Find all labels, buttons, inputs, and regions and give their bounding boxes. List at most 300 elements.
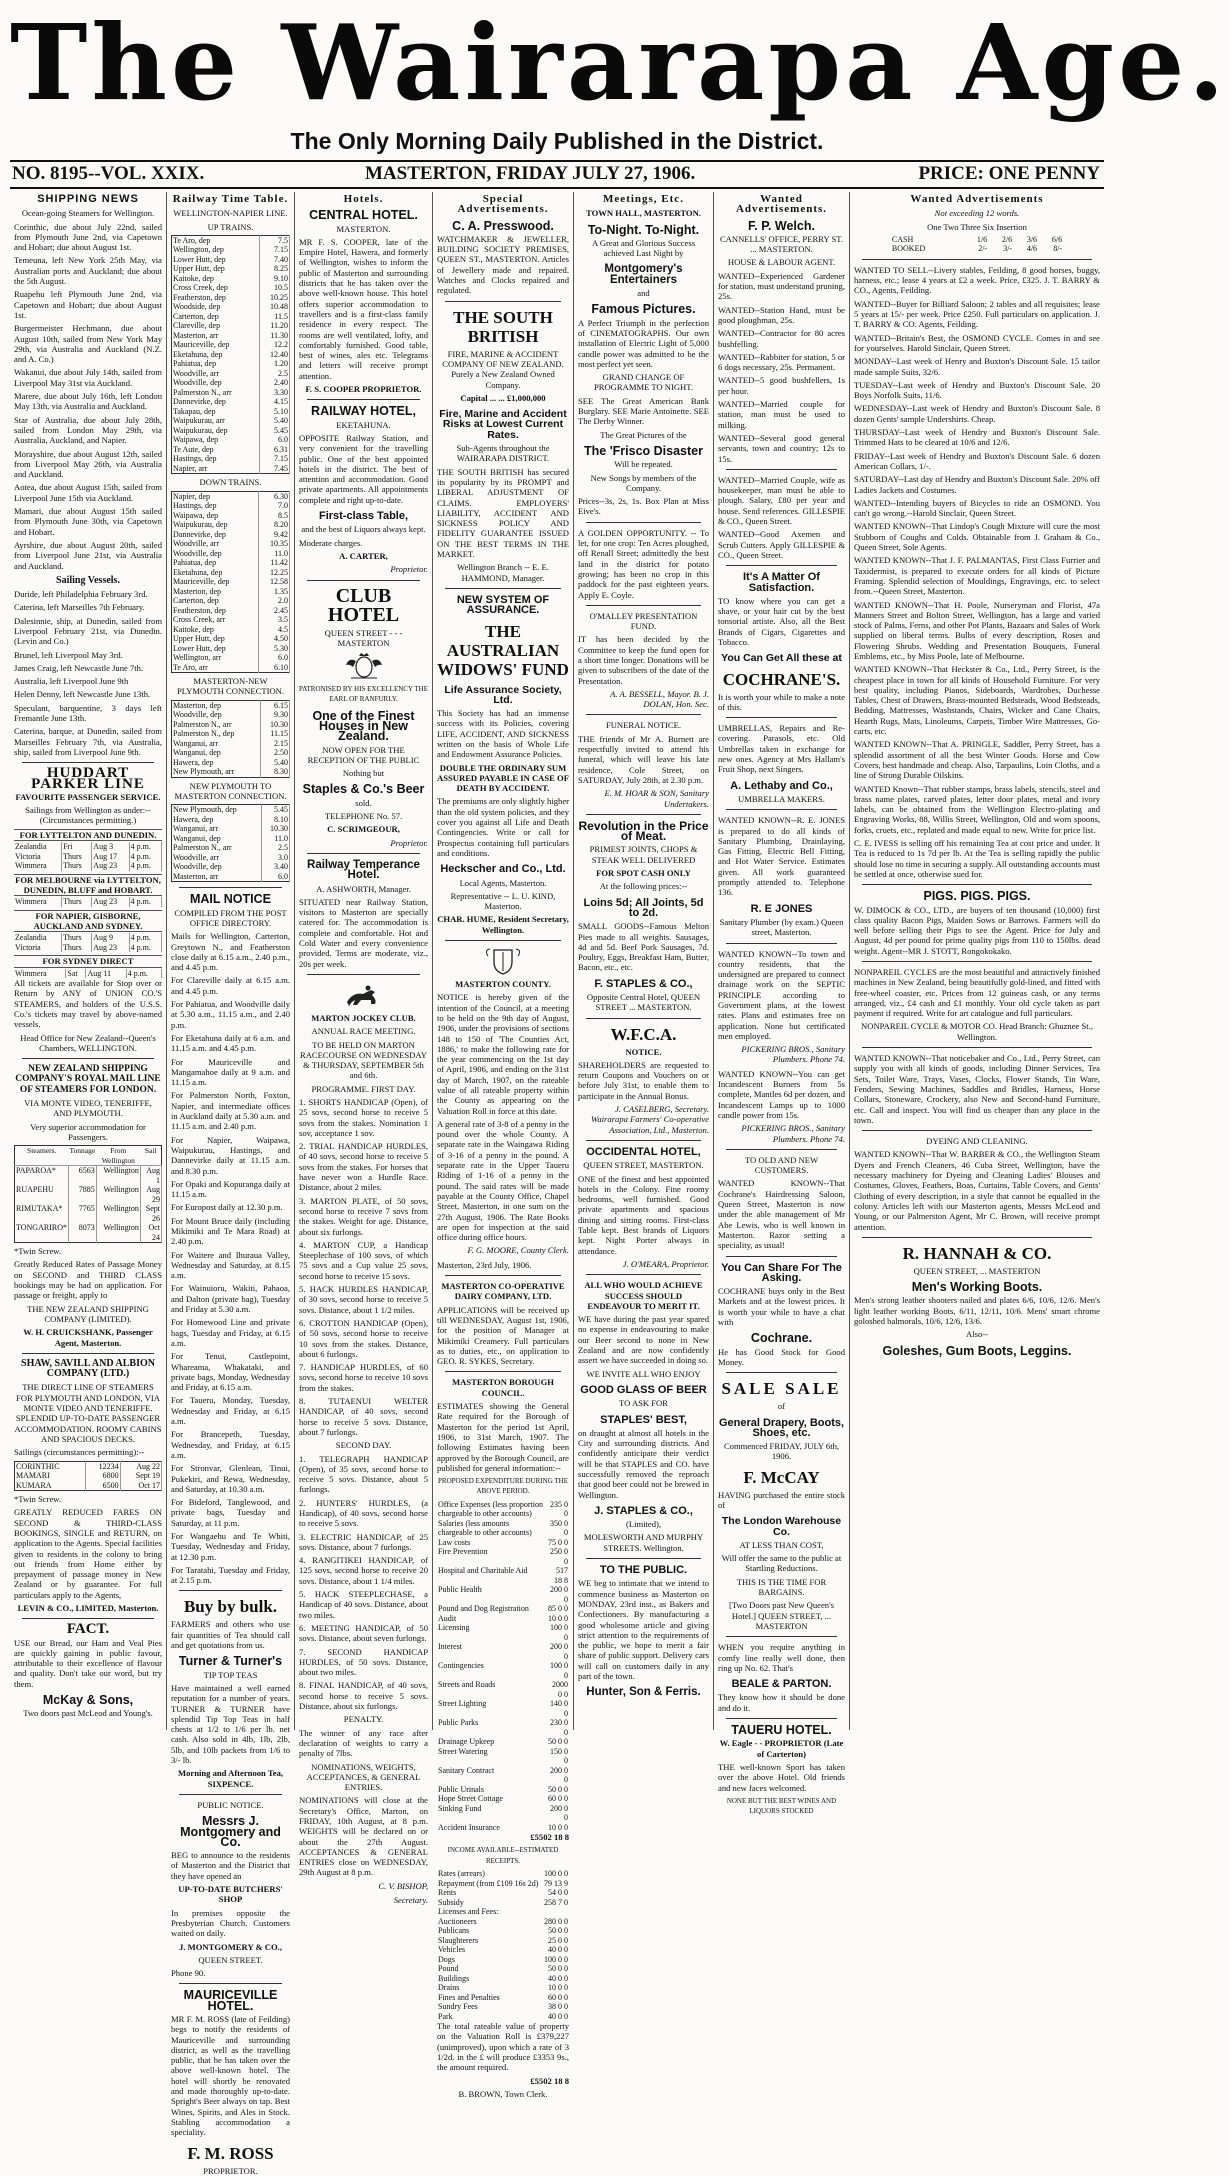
npm-row-cell: Wanganui, arr — [172, 739, 261, 749]
expend-row — [437, 1585, 569, 1604]
up-row-cell: Waipukurau, arr — [172, 416, 260, 426]
up-row-cell: 1.20 — [260, 359, 290, 369]
up-row — [172, 388, 290, 398]
see-list: SEE The Great American Bank Burglary. SEE Marie Antoinette. SEE The Derby Winner. — [578, 395, 709, 427]
npm-row-cell: 11.15 — [260, 729, 289, 739]
wanted-ad: THURSDAY--Last week of Hendry and Buxton's Discount Sale. Trimmed Hats to be cleared at 10/6 and 12/6. — [854, 427, 1100, 448]
down-row-cell: Lower Hutt, dep — [172, 644, 259, 654]
up-row-cell: Hastings, dep — [172, 454, 260, 464]
up-row-cell: 10.48 — [260, 302, 290, 312]
divider — [862, 884, 1092, 885]
shaw-note: Sailings (circumstances permitting):-- — [14, 1447, 145, 1458]
bulk-text: FARMERS and others who use fair quantities of Tea should call and get quotations from us. — [171, 1619, 290, 1651]
race-item: 8. TUTAENUI WELTER HANDICAP, of 40 sovs, second horse to receive 5 sovs. Distance, about 7 furlongs. — [299, 1396, 428, 1437]
up-row-cell: Waipukurau, dep — [172, 426, 260, 436]
lethaby: A. Lethaby and Co., — [730, 779, 833, 792]
income-row — [437, 2002, 569, 2012]
sailing-item: Caterina, barque, at Dunedin, sailed from Marseilles February 7th, via Australia, ship, sailed from Liverpool June 9th. — [14, 726, 162, 757]
up-row-cell: 6.0 — [260, 435, 290, 445]
sold: sold. — [355, 797, 372, 808]
npm2-row-cell: 5.45 — [261, 805, 289, 815]
income-heading: INCOME AVAILABLE--ESTIMATED RECEIPTS. — [447, 1846, 559, 1865]
divider — [445, 1275, 561, 1276]
south-sub: FIRE, MARINE & ACCIDENT COMPANY OF NEW ZEALAND. Purely a New Zealand Owned Company. — [442, 348, 564, 390]
up-row-cell: Eketahuna, dep — [172, 350, 260, 360]
divider — [307, 580, 420, 581]
mail-item: For Napier, Waipawa, Waipukurau, Hastings, and Dannevirke daily at 11.15 a.m. and 8.30 p.m. — [171, 1134, 290, 1176]
expend-row-cell: Public Health — [438, 1585, 482, 1595]
molesworth: MOLESWORTH AND MURPHY STREETS. Wellington. — [583, 1532, 704, 1553]
jones-text: WANTED KNOWN--R. E. JONES is prepared to do all kinds of Sanitary Plumbing, Drainlaying, Gas Fitting, Electric Bell Fitting, and Hot Water Service. Estimates given. All work guaranteed promptly attended to. Telephone 136. — [718, 815, 845, 898]
divider — [586, 605, 701, 606]
income-text: The total rateable value of property on the Valuation Roll is £379,227 (unimproved), upon which a rate of 3 1/2d. in the £ will produce £3353 9s., the amount required. — [437, 2021, 569, 2073]
nzship-row-cell: Wellington — [96, 1204, 140, 1223]
up-row — [172, 302, 290, 312]
wfca-notice: NOTICE. — [625, 1046, 662, 1057]
up-row-cell: 5.10 — [260, 407, 290, 417]
race-item: 3. MARTON PLATE, of 50 sovs, second horse to receive 7 sovs from the stakes. Weight for age. Distance, about six furlongs. — [299, 1195, 428, 1237]
up-row — [172, 445, 290, 455]
frisco-sub: Will be repeated. — [614, 459, 673, 470]
share: You Can Share For The Asking. — [721, 1261, 842, 1284]
sailing-item: Caterina, left Marseilles 7th February. — [14, 602, 145, 613]
royal-crest-icon — [341, 651, 387, 681]
expend-row-cell: Public Parks — [438, 1718, 479, 1728]
npm-row — [172, 729, 290, 739]
moore-date: Masterton, 23rd July, 1906. — [437, 1259, 532, 1270]
sailing-item: Brunel, left Liverpool May 3rd. — [14, 649, 123, 660]
at-following: At the following prices:-- — [599, 881, 688, 892]
route-cell: Sat — [66, 969, 86, 979]
down-row-cell: 6.10 — [259, 663, 290, 673]
down-row-cell: Kaitoke, dep — [172, 625, 259, 635]
route-row — [14, 861, 162, 871]
australian-widows-fund: THE AUSTRALIAN WIDOWS' FUND — [437, 621, 569, 679]
npm-row-cell: 2.15 — [260, 739, 289, 749]
income-row-cell: Rates (arrears) — [438, 1869, 485, 1879]
route-table — [14, 933, 162, 952]
limited: (Limited), — [625, 1519, 662, 1530]
f-staples: F. STAPLES & CO., — [594, 977, 693, 990]
expend-row-cell: Streets and Roads — [438, 1680, 496, 1690]
representative: Representative -- L. U. KIND, Masterton. — [450, 890, 556, 912]
up-row-cell: 12.40 — [260, 350, 290, 360]
down-row-cell: 4.5 — [259, 625, 290, 635]
expend-row-cell: 60 0 0 — [548, 1794, 568, 1804]
income-row-cell: 40 0 0 — [548, 1973, 568, 1983]
route-cell: Aug 17 — [92, 852, 129, 862]
mens-text: Men's strong leather shooters nailed and plates 6/6, 10/6, 12/6. Men's light leather working Boots, 6/11, 12/11, 10/6. Mens' smart chrome goloshed balmorals, 10/6, 12/6, 13/6. — [854, 1295, 1100, 1327]
wanted-item: WANTED--5 good bushfellers, 1s per hour. — [718, 375, 845, 396]
nzship-row-cell: Wellington — [96, 1185, 140, 1204]
life-text: This Society has had an immense success with its Policies, covering LIFE, ACCIDENT, AND SICKNESS written on the basis of Whole Life and Endowment Assurance Policies. — [437, 708, 569, 760]
income-row — [437, 1983, 569, 1993]
montgomerys-entertainers: Montgomery's Entertainers — [604, 263, 683, 286]
npm-row-cell: Masterton, dep — [172, 700, 261, 710]
income-row — [437, 1879, 569, 1889]
divider — [726, 1372, 837, 1373]
divider — [726, 1718, 837, 1719]
up-row-cell: 6.31 — [260, 445, 290, 455]
expend-row — [437, 1804, 569, 1823]
mail-item: For Palmerston North, Foxton, Napier, and intermediate offices in Auckland daily at 5.30 a.m. and 11.15 a.m. and 2.40 p.m. — [171, 1090, 290, 1132]
route-cell: Aug 23 — [92, 897, 129, 907]
huddart-footer: All tickets are available for Stop over or Return by ANY of UNION CO.'S STEAMERS, and holders of the U.S.S. Co.'s tickets may travel by above-named vessels. — [14, 978, 162, 1030]
jones: R. E JONES — [750, 902, 813, 915]
income-row-cell: Subsidy — [438, 1897, 464, 1907]
section-heading: Wanted Advertisements. — [735, 193, 828, 216]
route-cell: Victoria — [14, 943, 61, 953]
up-row — [172, 464, 290, 474]
expend-row — [437, 1604, 569, 1614]
divider — [862, 1130, 1092, 1131]
route-row — [14, 852, 162, 862]
expend-row-cell: 235 0 0 — [550, 1499, 568, 1519]
route-row — [14, 969, 162, 979]
programme: PROGRAMME. FIRST DAY. — [311, 1083, 416, 1094]
share-text: COCHRANE buys only in the Best Markets and at the lowest prices. It is worth your while to have a chat with — [718, 1286, 845, 1328]
shaw-agent: LEVIN & CO., LIMITED, Masterton. — [17, 1602, 159, 1613]
up-row-cell: 5.45 — [260, 426, 290, 436]
up-row-cell: 10.25 — [260, 293, 290, 303]
new-songs: New Songs by members of the Company. — [590, 472, 697, 493]
nzship-table — [14, 1145, 162, 1243]
up-row — [172, 416, 290, 426]
down-row-cell: Woodville, arr — [172, 539, 259, 549]
income-row-cell: Publicans — [438, 1926, 470, 1936]
divider — [307, 399, 420, 400]
mail-item: For Wangaehu and Te Whiti, Tuesday, Wednesday and Friday, at 12.30 p.m. — [171, 1531, 290, 1562]
up-row — [172, 245, 290, 255]
expend-row — [437, 1538, 569, 1548]
bulk-title: Buy by bulk. — [183, 1597, 278, 1617]
rate-row-cell: BOOKED — [891, 244, 926, 254]
race-item: 1. SHORTS HANDICAP (Open), of 25 sovs, second horse to receive 5 sovs from the stakes. Nomination 1 sov, acceptance 1 sov. — [299, 1097, 428, 1138]
income-row-cell: Park — [438, 2011, 453, 2021]
funeral-sig: E. M. HOAR & SON, Sanitary Undertakers. — [604, 788, 709, 809]
divider — [586, 1274, 701, 1275]
taueru: TAUERU HOTEL. — [731, 1723, 832, 1738]
up-row — [172, 340, 290, 350]
divider — [586, 522, 701, 523]
first-class: First-class Table, — [318, 510, 409, 523]
route-destination: FOR LYTTELTON AND DUNEDIN. — [14, 829, 162, 841]
up-row — [172, 454, 290, 464]
npm-row-cell: 2.50 — [260, 748, 289, 758]
shaw-text: THE DIRECT LINE OF STEAMERS FOR PLYMOUTH AND LONDON, VIA MONTE VIDEO AND TENERIFFE. SPLENDID UP-TO-DATE PASSENGER ACCOMMODATION. ROOMY CABINS AND SPACIOUS DECKS. — [14, 1382, 162, 1444]
race-item: 6. CROTTON HANDICAP (Open), of 50 sovs, second horse to receive 10 sovs from the stakes. Distance, about 6 furlongs. — [299, 1317, 428, 1359]
expend-row-cell: 350 0 0 — [550, 1518, 568, 1538]
mail-item: For Mauriceville and Mangamahoe daily at 9 a.m. and 11.15 a.m. — [171, 1056, 290, 1088]
npm-row — [172, 700, 290, 710]
carter: A. CARTER, — [339, 550, 388, 561]
down-row-cell: Mauriceville, dep — [172, 577, 259, 587]
occidental-text: ONE of the finest and best appointed hotels in the Colony. Fine roomy bedrooms, well furnished. Good private apartments and spacious dining and sitting rooms. First-class Table kept. Best brands of Liquors kept. Night Porter always in attendance. — [578, 1173, 709, 1256]
rate-row-cell: 8/- — [1053, 244, 1063, 254]
rate-row-cell: 3/- — [1003, 244, 1013, 254]
income-row — [437, 1869, 569, 1879]
montgomery-title: Messrs J. Montgomery and Co. — [180, 1814, 281, 1849]
expend-row-cell: Audit — [438, 1613, 457, 1623]
newspaper-subtitle: The Only Morning Daily Published in the District. — [290, 128, 824, 154]
rate-row-cell: 6/6 — [1051, 234, 1063, 244]
less-than-cost: AT LESS THAN COST, — [739, 1539, 824, 1550]
income-row — [437, 1974, 569, 1984]
spot-cash: FOR SPOT CASH ONLY — [596, 868, 691, 879]
huddart-note: Sailings from Wellington as under:-- (Circumstances permitting.) — [25, 805, 151, 826]
up-row-cell: 7.5 — [260, 235, 290, 245]
nzship-row-cell: 7765 — [68, 1204, 96, 1223]
nzship-row-cell: 8073 — [68, 1223, 96, 1243]
income-row — [437, 2012, 569, 2022]
butchers: UP-TO-DATE BUTCHERS' SHOP — [178, 1884, 283, 1905]
issue-number: NO. 8195--VOL. XXIX. — [12, 163, 205, 184]
masthead — [0, 0, 1229, 190]
up-row-cell: Woodville, arr — [172, 369, 260, 379]
section-heading: Hotels. — [343, 193, 384, 205]
up-row-cell: 2.5 — [260, 369, 290, 379]
up-row-cell: 9.10 — [260, 274, 290, 284]
pickering-text: WANTED KNOWN--To town and country residents, that the undersigned are prepared to connect drainage work on the SEPTIC PRINCIPLE according to Government plans, at the lowest rates. Plans and estimates free on application. None but certificated men employed. — [718, 948, 845, 1041]
race-item: 8. FINAL HANDICAP, of 40 sovs, second horse to receive 5 sovs. Distance, about six furlongs. — [299, 1680, 428, 1712]
rate-row — [891, 244, 1063, 254]
route-cell: Zealandia — [14, 842, 62, 852]
npm2-row — [172, 805, 290, 815]
up-row-cell: Upper Hutt, dep — [172, 264, 260, 274]
mail-item: For Eketahuna daily at 6 a.m. and 11.15 a.m. and 4.45 p.m. — [171, 1032, 290, 1054]
omalley-title: O'MALLEY PRESENTATION FUND. — [589, 610, 698, 632]
route-cell: Aug 11 — [86, 969, 126, 979]
route-cell: Thurs — [62, 897, 92, 907]
staples-beer: Staples & Co.'s Beer — [302, 782, 425, 797]
primest: PRIMEST JOINTS, CHOPS & STEAK WELL DELIVERED — [589, 844, 698, 865]
down-row — [172, 615, 290, 625]
newspaper-title: The Wairarapa Age. — [10, 1, 1229, 124]
route-table — [14, 969, 162, 979]
cooper: F. S. COOPER PROPRIETOR. — [305, 384, 422, 395]
morning-tea: Morning and Afternoon Tea, SIXPENCE. — [177, 1768, 284, 1789]
mail-list — [171, 931, 290, 1585]
income-row-cell: 10 0 0 — [548, 1983, 568, 1993]
married: WANTED--Married Couple, wife as housekeeper, man must be able to plough. Salary, £80 per year and house. Send references. GILLESPIE & CO., Queen Street. — [718, 474, 845, 527]
telephone: TELEPHONE No. 57. — [324, 811, 403, 822]
wanted-ad: WEDNESDAY--Last week of Hendry and Buxton's Discount Sale. 8 dozen Gents' sample Undershirts. Cheap. — [854, 403, 1100, 424]
expend-row-cell: 200 0 0 — [550, 1585, 568, 1604]
down-row-cell: 8.20 — [259, 520, 290, 530]
wfca-text: SHAREHOLDERS are requested to return Coupons and Vouchers on or before July 31st, to enable them to participate in the Annual Bonus. — [578, 1059, 709, 1101]
shaw-footer: GREATLY REDUCED FARES ON SECOND & THIRD-CLASS BOOKINGS, SINGLE and RETURN, on application to the Agents. Special facilities given to residents in the colony to bring out friends from Home either by prepayment of passage money in New Zealand or by guarantee. For full particulars apply to the Agents, — [14, 1507, 162, 1600]
fact-addr: Two doors past McLeod and Young's. — [23, 1708, 153, 1719]
mccay-text: HAVING purchased the entire stock of — [718, 1489, 845, 1510]
down-row-cell: Cross Creek, arr — [172, 615, 259, 625]
expend-row-cell: Fire Prevention — [438, 1547, 488, 1557]
shipping-item: Star of Australia, due about July 28th, sailed from London May 29th, via Australia, Auckland, and Napier. — [14, 414, 162, 446]
comfy: WHEN you require anything in comfy line really well done, then ring up No. 62. That's — [718, 1642, 845, 1673]
smallgoods: SMALL GOODS--Famous Melton Pies made to all weights. Sausages, 4d and 5d. Beef Pork Sausages, 7d. Poultry, Eggs, Breakfast Ham, Butter, Bacon, etc., etc. — [578, 921, 709, 973]
capital: Capital ... ... £1,000,000 — [460, 392, 546, 403]
npm2-row-cell: Wanganui, dep — [172, 834, 262, 844]
expend-row-cell: 50 0 0 — [548, 1737, 568, 1747]
column-wanted-small — [850, 192, 1104, 1730]
down-row-cell: Wellington, arr — [172, 653, 259, 663]
nzship-row-cell: Wellington — [96, 1223, 140, 1243]
county-text2: A general rate of 3-8 of a penny in the pound over the whole County. A separate rate in the Waingawa Riding of 3-16 of a penny in the pound. A separate rate in the Upper Taueru Riding of 1-16 of a penny in the pound. The said rates will be made payable at the County Office, Chapel Street, Masterton, in one sum on the 27th August, 1906. The Rate Books are open for inspection at the said office during office hours. — [437, 1118, 569, 1243]
funeral-title: FUNERAL NOTICE. — [605, 720, 682, 731]
wanted-ad: WANTED--Britain's Best, the OSMOND CYCLE. Comes in and see for yourselves. Harold Sinclair, Queen Street. — [854, 332, 1100, 353]
ashworth: A. ASHWORTH, Manager. — [316, 883, 411, 894]
double-sum: DOUBLE THE ORDINARY SUM ASSURED PAYABLE IN CASE OF DEATH BY ACCIDENT. — [437, 762, 569, 794]
wanted-ad: WANTED KNOWN--That Heckster & Co., Ltd., Perry Street, is the cheapest place in town for all kinds of Household Furniture. For very best quality, including Pianos, Sideboards, Wardrobes, Duchesse Tables, Chest of Drawers, Brass-mounted Bedsteads, Wood Bedsteads, Bedding, Mattresses, Washstands, Chairs, Wicker and Cane Chairs, Hearth Rugs, Mats, Linoleums, Carpets, Timber Wire Mattresses, Go-carts, etc. — [854, 664, 1100, 737]
shaw-row — [15, 1481, 162, 1491]
down-row-cell: 2.45 — [259, 606, 290, 616]
npm2-row — [172, 815, 290, 825]
presswood-title: C. A. Presswood. — [452, 218, 554, 233]
route-cell: Wimmera — [14, 969, 66, 979]
wanted-ad: FRIDAY--Last week of Hendry and Buxton's Discount Sale. 6 dozen American Collars, 1/-. — [854, 450, 1100, 471]
divider — [726, 943, 837, 944]
nonpareil-co: NONPAREIL CYCLE & MOTOR CO. Head Branch: Ghuznee St., Wellington. — [861, 1021, 1093, 1042]
npm-row-cell: 10.30 — [260, 720, 289, 730]
mail-sub: COMPILED FROM THE POST OFFICE DIRECTORY. — [174, 907, 287, 928]
expend-row-cell: 10 0 0 — [548, 1613, 568, 1623]
divider — [22, 1618, 154, 1619]
up-row — [172, 359, 290, 369]
mail-item: For Tenui, Castlepoint, Whareama, Whakataki, and private bags, Monday, Wednesday and Friday, at 6.15 a.m. — [171, 1351, 290, 1393]
down-row-cell: Te Aro, arr — [172, 663, 259, 673]
down-row-cell: Featherston, dep — [172, 606, 259, 616]
jockey-date: TO BE HELD ON MARTON RACECOURSE ON WEDNESDAY & THURSDAY, SEPTEMBER 5th and 6th. — [299, 1039, 427, 1081]
npm-row-cell: Hawera, dep — [172, 758, 261, 768]
divider — [179, 1590, 282, 1591]
funeral-text: THE friends of Mr A. Burnett are respectfully invited to attend his funeral, which will leave his late residence, Cole Street, on SATURDAY, July 28th, at 2.30 p.m. — [578, 733, 709, 785]
route-cell: Thurs — [61, 943, 91, 953]
expend-row-cell: 250 0 0 — [550, 1547, 568, 1566]
new-system: NEW SYSTEM OF ASSURANCE. — [456, 593, 550, 617]
huddart-routes — [14, 829, 162, 978]
down-row-cell: Eketahuna, dep — [172, 568, 259, 578]
npm2-row-cell: 10.30 — [261, 824, 289, 834]
down-row-cell: 10.35 — [259, 539, 290, 549]
expend-row-cell: 200 0 0 — [550, 1803, 568, 1823]
nominations-text: NOMINATIONS will close at the Secretary's Office, Marton, on FRIDAY, 10th August, at 8 p.m. WEIGHTS will be declared on or about the 27th August. ACCEPTANCES & GENERAL ENTRIES close on WEDNESDAY, 29th August at 8 p.m. — [299, 1795, 428, 1878]
route-cell: Fri — [62, 842, 92, 852]
divider — [445, 940, 561, 941]
mail-item: For Brancepeth, Tuesday, Wednesday, and Friday, at 6.15 a.m. — [171, 1429, 290, 1460]
fact-firm: McKay & Sons, — [42, 1693, 134, 1708]
npm2-row-cell: Woodville, arr — [172, 853, 262, 863]
fact-title: FACT. — [66, 1621, 110, 1638]
huddart-sub: FAVOURITE PASSENGER SERVICE. — [15, 791, 161, 802]
income-row — [437, 1945, 569, 1955]
beale: BEALE & PARTON. — [731, 1678, 832, 1691]
central-title: CENTRAL HOTEL. — [309, 208, 418, 223]
sailing-vessels-heading: Sailing Vessels. — [56, 574, 120, 586]
route-cell: Zealandia — [14, 933, 61, 943]
down-row-cell: Napier, dep — [172, 491, 259, 501]
npm2-row-cell: 2.5 — [261, 843, 289, 853]
down-row — [172, 558, 290, 568]
up-row — [172, 331, 290, 341]
route-cell: Aug 23 — [92, 943, 129, 953]
down-row-cell: Carterton, dep — [172, 596, 259, 606]
masthead-rule-bottom — [10, 187, 1104, 189]
route-row — [14, 933, 162, 943]
mail-item: For Waitere and Ihuraua Valley, Wednesday and Saturday, at 8.15 a.m. — [171, 1249, 290, 1281]
js-co: J. STAPLES & CO., — [594, 1504, 693, 1517]
race-item: 4. RANGITIKEI HANDICAP, of 125 sovs, second horse to receive 20 sovs. Distance, about 1 1/4 miles. — [299, 1555, 428, 1586]
shaw-row-cell: MAMARI — [15, 1471, 86, 1481]
income-row-cell: Vehicles — [438, 1945, 466, 1955]
npm2-row — [172, 862, 290, 872]
down-row-cell: 7.0 — [259, 501, 290, 511]
route-cell: Aug 9 — [92, 933, 129, 943]
mail-item: For Bideford, Tanglewood, and private bags, Tuesday and Saturday, at 11 p.m. — [171, 1497, 290, 1528]
occidental-title: OCCIDENTAL HOTEL, — [586, 1145, 701, 1158]
mail-item: For Taratahi, Tuesday and Friday, at 2.15 p.m. — [171, 1564, 290, 1586]
shipping-item: Corinthic, due about July 22nd, sailed from Plymouth June 2nd, via Capetown and Hobart; due about August 1st. — [14, 221, 162, 253]
route-cell: 4 p.m. — [126, 969, 161, 979]
down-row — [172, 568, 290, 578]
expend-row-cell: 230 0 0 — [550, 1718, 568, 1737]
sub-agents: Sub-Agents throughout the WAIRARAPA DISTRICT. — [456, 443, 550, 464]
wanted-ad: WANTED--Buyer for Billiard Saloon; 2 tables and all requisites; lease 5 years at 15/- per week. Price £250. Full particulars on application. J. T. BARRY & CO. Agents, Feilding. — [854, 298, 1100, 330]
column-railway — [167, 192, 294, 2176]
income-row-cell — [542, 1907, 569, 1917]
nzship-row — [15, 1223, 162, 1243]
carter-sub: Proprietor. — [390, 564, 428, 575]
up-row-cell: Takapau, dep — [172, 407, 260, 417]
down-row-cell: 3.5 — [259, 615, 290, 625]
temperance-text: SITUATED near Railway Station, visitors to Masterton are specially catered for. The accommodation is complete and comfortable. Hot and Cold Water and every convenience provided. Terms are moderate, viz., 20s per week. — [299, 896, 428, 969]
expend-row — [437, 1500, 569, 1519]
route-table — [14, 842, 162, 871]
divider — [726, 1256, 837, 1257]
route-table — [14, 897, 162, 907]
grand-change: GRAND CHANGE OF PROGRAMME TO NIGHT. — [593, 372, 694, 393]
down-row-cell: Dannevirke, dep — [172, 530, 259, 540]
nzship-title: NEW ZEALAND SHIPPING COMPANY'S ROYAL MAIL LINE OF STEAMERS FOR LONDON. — [15, 1064, 161, 1095]
scrimgeour-sub: Proprietor. — [390, 837, 428, 848]
route-cell: Thurs — [61, 933, 91, 943]
up-row-cell: 7.45 — [260, 464, 290, 474]
borough-title: MASTERTON BOROUGH COUNCIL. — [452, 1377, 554, 1398]
up-row-cell: 7.40 — [260, 255, 290, 265]
wanted-ad: C. E. IVESS is selling off his remaining Tea at cost price and under. It Tea is reduced to 1s 7d per lb. At the Tea is selling rapidly the public should lose no time in securing a supply. All outstanding accounts must be settled at once, otherwise sued for. — [854, 838, 1100, 879]
notice-text: WANTED KNOWN--That noticebaker and Co., Ltd., Perry Street, can supply you with all kinds of goods, including Dinner Services, Tea Sets, Toilet Ware, Trays, Vases, Clocks, Flower Stands, Tin Ware, Fenders, Sewing Machines, Saddles and Bridles, Harness, Horse Collars, Stoneware, Crockery, also New and Second-hand Furniture, etc. Call and inspect. You will find us cheaper than any place in the town. — [854, 1053, 1100, 1125]
shaw-row-cell: 6800 — [85, 1471, 120, 1481]
omalley-text: IT has been decided by the Committee to keep the fund open for a short time longer. Donations will be given to subscribers of the date of the Presentation. — [578, 634, 709, 686]
npm2-row-cell: 3.0 — [261, 853, 289, 863]
divider — [307, 853, 420, 854]
up-row-cell: Woodville, dep — [172, 378, 260, 388]
ross-name: F. M. ROSS — [187, 2143, 274, 2163]
up-row-cell: Kaitoke, dep — [172, 274, 260, 284]
divider — [862, 1047, 1092, 1048]
divider — [726, 1149, 837, 1150]
down-row — [172, 634, 290, 644]
down-row — [172, 625, 290, 635]
down-row-cell: 8.5 — [259, 511, 290, 521]
nzship-agent: THE NEW ZEALAND SHIPPING COMPANY (LIMITED). — [27, 1303, 149, 1324]
npm2-row-cell: 3.40 — [261, 862, 289, 872]
nzship-note: Very superior accommodation for Passengers. — [30, 1121, 146, 1142]
up-row-cell: Lower Hutt, dep — [172, 255, 260, 265]
tonight-text: A Great and Glorious Success achieved Last Night by — [591, 237, 696, 259]
expend-row-cell: 100 0 0 — [550, 1623, 568, 1642]
turner-text: Have maintained a well earned reputation for a number of years. TURNER & TURNER have splendid Tip Top Teas in half chests at 1/2 to 1/6 per lb. net cash. Also sold in 4lb, 1lb, 2lb, 5lb, and 10lb packets from 1/6 to 3/- lb. — [171, 1682, 290, 1766]
wfca-title: W.F.C.A. — [610, 1024, 677, 1044]
up-row-cell: 11.30 — [260, 331, 290, 341]
